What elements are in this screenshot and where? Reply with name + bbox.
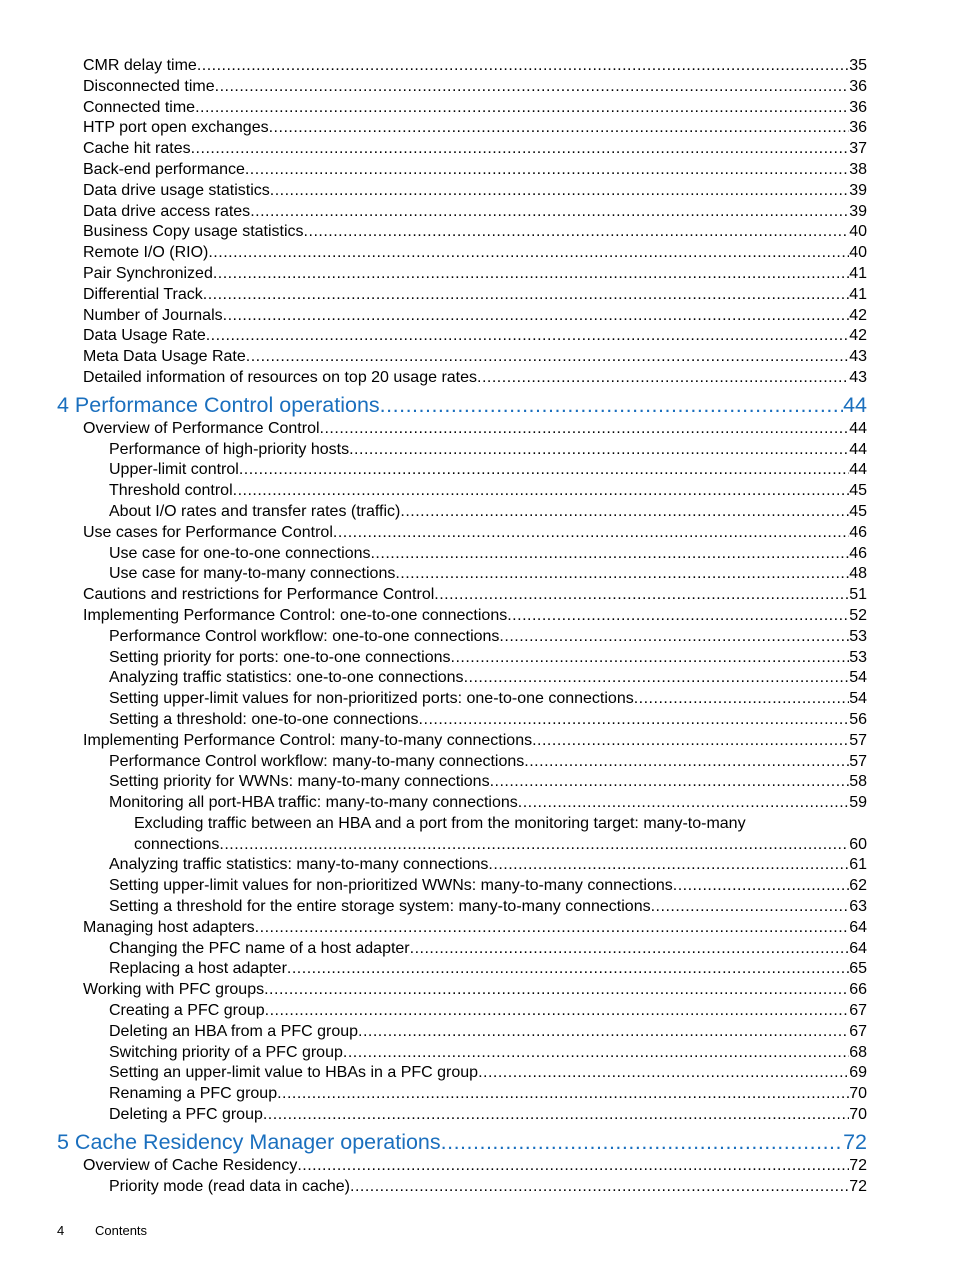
toc-entry-page: 61	[849, 856, 867, 874]
toc-entry-title: Changing the PFC name of a host adapter	[109, 939, 410, 957]
toc-entry-page: 63	[849, 898, 867, 916]
toc-entry[interactable]	[0, 876, 954, 897]
toc-entry-title: Performance of high-priority hosts	[109, 440, 350, 458]
toc-entry[interactable]	[0, 564, 954, 585]
toc-leader-dots	[270, 181, 849, 202]
toc-leader-dots	[490, 772, 850, 793]
toc-entry-page: 44	[849, 419, 867, 437]
toc-entry[interactable]	[0, 606, 954, 627]
toc-entry-title: Creating a PFC group	[109, 1002, 265, 1020]
toc-leader-dots	[215, 77, 850, 98]
toc-entry[interactable]	[0, 243, 954, 264]
toc-entry-title: Working with PFC groups	[83, 981, 265, 999]
toc-leader-dots	[477, 368, 849, 389]
toc-leader-dots	[265, 1001, 850, 1022]
toc-chapter-heading[interactable]	[0, 391, 954, 419]
toc-leader-dots	[223, 306, 850, 327]
toc-entry-page: 53	[849, 627, 867, 645]
toc-leader-dots	[246, 347, 849, 368]
toc-leader-dots	[673, 876, 849, 897]
toc-entry-title: Setting an upper-limit value to HBAs in a PFC group	[109, 1064, 479, 1082]
toc-leader-dots	[191, 139, 850, 160]
toc-entry-title: Setting upper-limit values for non-prioritized WWNs: many-to-many connections	[109, 877, 673, 895]
toc-entry-title: Disconnected time	[83, 77, 215, 95]
toc-leader-dots	[400, 502, 849, 523]
toc-entry-title: Use case for many-to-many connections	[109, 565, 396, 583]
toc-entry-page: 54	[849, 669, 867, 687]
toc-entry-title: Data drive usage statistics	[83, 181, 270, 199]
toc-entry[interactable]	[0, 855, 954, 876]
toc-leader-dots	[451, 648, 850, 669]
toc-entry-title: Data Usage Rate	[83, 327, 206, 345]
toc-entry[interactable]	[0, 502, 954, 523]
toc-leader-dots	[507, 606, 849, 627]
toc-leader-dots	[250, 202, 849, 223]
toc-leader-dots	[524, 752, 849, 773]
toc-entry-title: Cautions and restrictions for Performance Control	[83, 586, 435, 604]
toc-entry[interactable]	[0, 326, 954, 347]
toc-leader-dots	[651, 897, 850, 918]
toc-entry[interactable]	[0, 181, 954, 202]
toc-entry[interactable]	[0, 98, 954, 119]
toc-entry-page: 69	[849, 1064, 867, 1082]
toc-entry-title: Monitoring all port-HBA traffic: many-to-many connections	[109, 794, 518, 812]
toc-entry-title: Business Copy usage statistics	[83, 223, 304, 241]
toc-entry-page: 44	[849, 440, 867, 458]
toc-entry-page: 43	[849, 368, 867, 386]
toc-entry[interactable]	[0, 648, 954, 669]
toc-entry[interactable]	[0, 1063, 954, 1084]
toc-entry-title: Managing host adapters	[83, 918, 255, 936]
toc-leader-dots	[297, 1156, 849, 1177]
toc-entry-title: connections	[134, 835, 220, 853]
toc-entry-title: 5 Cache Residency Manager operations	[57, 1129, 441, 1154]
toc-entry-title-line[interactable]: Excluding traffic between an HBA and a port from the monitoring target: many-to-many	[134, 814, 746, 832]
toc-entry-title: About I/O rates and transfer rates (traffic)	[109, 502, 401, 520]
toc-entry[interactable]	[0, 939, 954, 960]
toc-leader-dots	[499, 627, 849, 648]
toc-leader-dots	[263, 1105, 849, 1126]
toc-entry-page: 48	[849, 565, 867, 583]
toc-entry[interactable]	[0, 202, 954, 223]
toc-entry[interactable]	[0, 627, 954, 648]
toc-entry-page: 66	[849, 981, 867, 999]
toc-entry[interactable]	[0, 918, 954, 939]
footer-page-number: 4	[57, 1223, 65, 1238]
toc-entry-title: Performance Control workflow: one-to-one connections	[109, 627, 500, 645]
toc-leader-dots	[255, 918, 850, 939]
toc-entry-title: Deleting an HBA from a PFC group	[109, 1022, 359, 1040]
toc-entry[interactable]	[0, 481, 954, 502]
toc-entry-page: 43	[849, 348, 867, 366]
toc-entry-page: 40	[849, 244, 867, 262]
toc-entry-page: 57	[849, 731, 867, 749]
toc-entry[interactable]	[0, 56, 954, 77]
toc-entry-page: 72	[843, 1129, 867, 1154]
toc-entry-title: Setting upper-limit values for non-prioritized ports: one-to-one connections	[109, 690, 634, 708]
toc-entry-title: CMR delay time	[83, 57, 197, 74]
toc-leader-dots	[269, 118, 850, 139]
toc-entry[interactable]	[0, 731, 954, 752]
toc-entry-page: 62	[849, 877, 867, 895]
toc-entry-title: Switching priority of a PFC group	[109, 1043, 343, 1061]
toc-entry-page: 65	[849, 960, 867, 978]
toc-entry-page: 58	[849, 773, 867, 791]
toc-entry[interactable]	[0, 1043, 954, 1064]
toc-leader-dots	[370, 544, 849, 565]
toc-entry-page: 35	[849, 57, 867, 74]
toc-leader-dots	[197, 56, 849, 77]
toc-entry[interactable]	[0, 1022, 954, 1043]
toc-entry[interactable]	[0, 419, 954, 440]
toc-entry-page: 36	[849, 77, 867, 95]
toc-leader-dots	[532, 731, 849, 752]
toc-leader-dots	[358, 1022, 849, 1043]
toc-entry-page: 72	[849, 1177, 867, 1195]
toc-leader-dots	[441, 1128, 843, 1156]
toc-leader-dots	[343, 1043, 849, 1064]
toc-leader-dots	[233, 481, 850, 502]
toc-leader-dots	[419, 710, 850, 731]
toc-leader-dots	[264, 980, 849, 1001]
toc-entry-page: 46	[849, 544, 867, 562]
toc-entry-page: 57	[849, 752, 867, 770]
toc-entry[interactable]	[0, 897, 954, 918]
toc-leader-dots	[395, 564, 849, 585]
toc-leader-dots	[195, 98, 849, 119]
toc-entry-page: 39	[849, 181, 867, 199]
toc-entry-page: 70	[849, 1085, 867, 1103]
toc-entry-title: Upper-limit control	[109, 461, 239, 479]
toc-entry-title: Back-end performance	[83, 160, 245, 178]
toc-entry-page: 44	[849, 461, 867, 479]
toc-entry-title: Remote I/O (RIO)	[83, 244, 209, 262]
toc-leader-dots	[219, 835, 849, 856]
toc-entry-title: Setting priority for ports: one-to-one connections	[109, 648, 451, 666]
toc-entry-page: 45	[849, 502, 867, 520]
toc-entry-title: Cache hit rates	[83, 140, 191, 158]
toc-entry[interactable]	[0, 440, 954, 461]
toc-leader-dots	[245, 160, 849, 181]
toc-entry[interactable]	[0, 959, 954, 980]
toc-entry[interactable]	[0, 306, 954, 327]
toc-entry-title: Data drive access rates	[83, 202, 251, 220]
toc-entry-page: 41	[849, 285, 867, 303]
toc-entry-title: Number of Journals	[83, 306, 223, 324]
footer-section-label: Contents	[95, 1223, 148, 1238]
toc-entry-page: 51	[849, 586, 867, 604]
toc-entry[interactable]	[0, 347, 954, 368]
toc-entry-title: Performance Control workflow: many-to-many connections	[109, 752, 525, 770]
toc-leader-dots	[206, 326, 849, 347]
toc-entry-title: Pair Synchronized	[83, 264, 213, 282]
toc-entry-page: 56	[849, 710, 867, 728]
toc-entry-page: 67	[849, 1002, 867, 1020]
toc-entry-title: Renaming a PFC group	[109, 1085, 278, 1103]
toc-entry-page: 39	[849, 202, 867, 220]
toc-entry[interactable]	[0, 689, 954, 710]
toc-entry-title: Setting priority for WWNs: many-to-many connections	[109, 773, 490, 791]
toc-leader-dots	[320, 419, 850, 440]
toc-entry-page: 36	[849, 98, 867, 116]
toc-leader-dots	[634, 689, 849, 710]
toc-entry-page: 68	[849, 1043, 867, 1061]
toc-entry-page: 67	[849, 1022, 867, 1040]
toc-entry-title: Implementing Performance Control: many-to-many connections	[83, 731, 533, 749]
toc-leader-dots	[287, 959, 849, 980]
toc-leader-dots	[434, 585, 849, 606]
toc-entry-page: 45	[849, 482, 867, 500]
toc-entry-title: Detailed information of resources on top 20 usage rates	[83, 368, 478, 386]
toc-entry[interactable]	[0, 1001, 954, 1022]
toc-entry-page: 53	[849, 648, 867, 666]
toc-entry-page: 44	[843, 392, 867, 417]
toc-entry[interactable]	[0, 1177, 954, 1198]
toc-entry-title: Setting a threshold for the entire storage system: many-to-many connections	[109, 898, 651, 916]
toc-leader-dots	[203, 285, 849, 306]
toc-entry-title: Overview of Performance Control	[83, 419, 320, 437]
toc-entry[interactable]	[0, 772, 954, 793]
toc-entry[interactable]	[0, 1156, 954, 1177]
toc-entry[interactable]	[0, 835, 954, 856]
toc-chapter-heading[interactable]	[0, 1128, 954, 1156]
toc-entry-page: 41	[849, 264, 867, 282]
toc-entry[interactable]	[0, 523, 954, 544]
toc-leader-dots	[350, 1177, 849, 1198]
toc-entry[interactable]	[0, 668, 954, 689]
toc-entry[interactable]	[0, 139, 954, 160]
toc-entry-title: HTP port open exchanges	[83, 119, 269, 137]
toc-entry-page: 40	[849, 223, 867, 241]
toc-entry[interactable]	[0, 585, 954, 606]
toc-entry-page: 72	[849, 1156, 867, 1174]
toc-entry[interactable]	[0, 752, 954, 773]
toc-leader-dots	[213, 264, 849, 285]
toc-leader-dots	[380, 391, 843, 419]
toc-entry-page: 42	[849, 306, 867, 324]
toc-leader-dots	[304, 222, 850, 243]
toc-entry[interactable]	[0, 460, 954, 481]
toc-entry-page: 54	[849, 690, 867, 708]
toc-entry-title: Analyzing traffic statistics: one-to-one connections	[109, 669, 464, 687]
toc-entry-title: Overview of Cache Residency	[83, 1156, 298, 1174]
toc-entry[interactable]	[0, 264, 954, 285]
toc-entry[interactable]	[0, 980, 954, 1001]
toc-entry-title: Differential Track	[83, 285, 203, 303]
toc-leader-dots	[239, 460, 849, 481]
toc-entry[interactable]	[0, 222, 954, 243]
toc-leader-dots	[333, 523, 849, 544]
toc-entry-page: 60	[849, 835, 867, 853]
toc-entry-page: 64	[849, 918, 867, 936]
toc-entry-page: 64	[849, 939, 867, 957]
toc-entry[interactable]	[0, 1105, 954, 1126]
toc-entry-title: Use cases for Performance Control	[83, 523, 333, 541]
toc-entry[interactable]	[0, 710, 954, 731]
toc-entry-page: 38	[849, 160, 867, 178]
toc-entry[interactable]	[0, 160, 954, 181]
toc-entry[interactable]	[0, 368, 954, 389]
toc-entry-title: Connected time	[83, 98, 196, 116]
toc-leader-dots	[464, 668, 850, 689]
toc-entry-page: 52	[849, 606, 867, 624]
toc-entry-page: 59	[849, 794, 867, 812]
toc-leader-dots	[277, 1084, 849, 1105]
toc-leader-dots	[349, 440, 849, 461]
toc-entry-title: Setting a threshold: one-to-one connections	[109, 710, 419, 728]
toc-entry-page: 46	[849, 523, 867, 541]
toc-entry[interactable]	[0, 1084, 954, 1105]
toc-leader-dots	[208, 243, 849, 264]
toc-entry[interactable]	[0, 793, 954, 814]
toc-entry-page: 70	[849, 1106, 867, 1124]
toc-leader-dots	[410, 939, 850, 960]
toc-entry-title: Threshold control	[109, 482, 233, 500]
toc-entry[interactable]	[0, 285, 954, 306]
toc-entry-page: 42	[849, 327, 867, 345]
toc-leader-dots	[518, 793, 849, 814]
page-footer	[57, 1223, 147, 1239]
toc-entry[interactable]	[0, 77, 954, 98]
toc-leader-dots	[478, 1063, 849, 1084]
toc-entry-page: 36	[849, 119, 867, 137]
toc-entry-page: 37	[849, 140, 867, 158]
toc-entry-title: Implementing Performance Control: one-to-one connections	[83, 606, 508, 624]
toc-entry[interactable]	[0, 544, 954, 565]
toc-entry-title: Priority mode (read data in cache)	[109, 1177, 350, 1195]
toc-entry[interactable]	[0, 118, 954, 139]
toc-entry-title: Meta Data Usage Rate	[83, 348, 246, 366]
toc-leader-dots	[488, 855, 849, 876]
toc-entry-title: Use case for one-to-one connections	[109, 544, 371, 562]
toc-entry-title: Analyzing traffic statistics: many-to-many connections	[109, 856, 489, 874]
toc-entry-title: 4 Performance Control operations	[57, 392, 380, 417]
table-of-contents	[0, 56, 954, 1197]
toc-entry-title: Replacing a host adapter	[109, 960, 287, 978]
toc-entry-title: Deleting a PFC group	[109, 1106, 263, 1124]
